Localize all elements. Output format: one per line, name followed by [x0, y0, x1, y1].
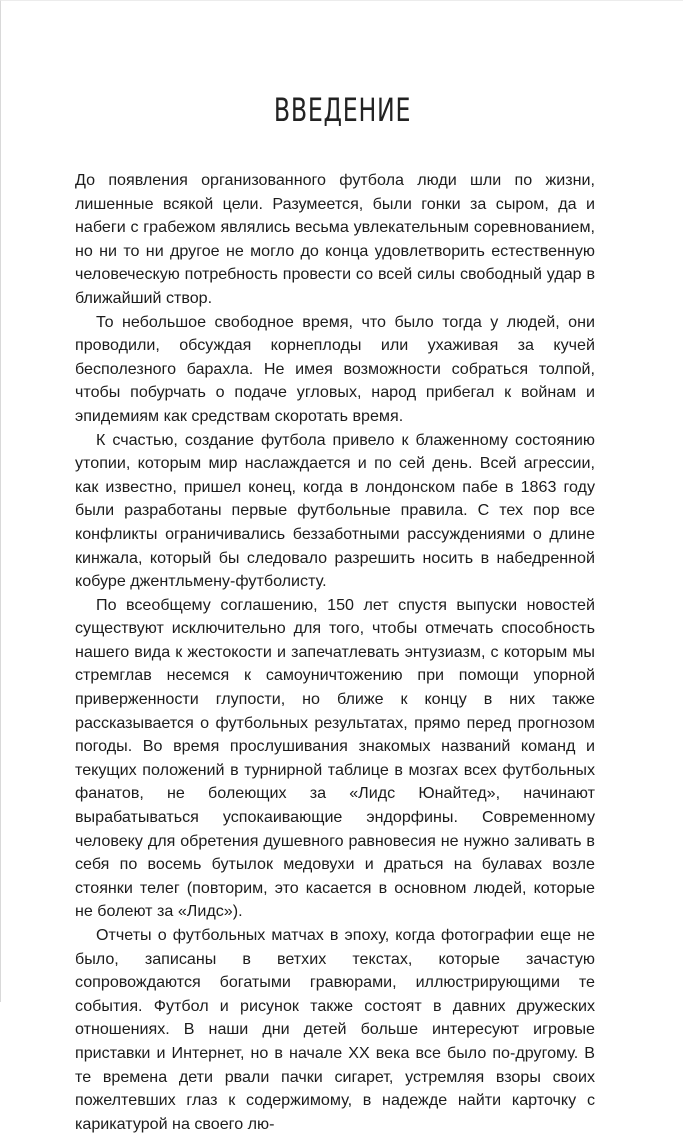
paragraph-1: До появления организованного футбола люди шли по жизни, лишенные всякой цели. Разумеется, были гонки за сыром, да и набеги с грабежом являлись весьма увлекательным соревнованием, но ни то ни другое не могло до конца удовлетворить естественную человеческую потребность провести со всей силы свободный удар в ближайший створ. [75, 171, 595, 307]
chapter-body [75, 169, 595, 1136]
paragraph-3: К счастью, создание футбола привело к блаженному состоянию утопии, которым мир наслаждается и по сей день. Всей агрессии, как известно, пришел конец, когда в лондонском пабе в 1863 году были разработаны первые футбольные правила. С тех пор все конфликты ограничивались беззаботными рассуждениями о длине кинжала, который бы следовало разрешить носить в набедренной кобуре джентльмену-футболисту. [75, 430, 595, 591]
paragraph-4: По всеобщему соглашению, 150 лет спустя выпуски новостей существуют исключительно для того, чтобы отмечать способность нашего вида к жестокости и запечатлевать энтузиазм, с которым мы стремглав несемся к самоуничтожению при помощи упорной приверженности глупости, но ближе к концу в них также рассказывается о футбольных результатах, прямо перед прогнозом погоды. Во время прослушивания знакомых названий команд и текущих положений в турнирной таблице в мозгах всех футбольных фанатов, не болеющих за «Лидс Юнайтед», начинают вырабатываться успокаивающие эндорфины. Современному человеку для обретения душевного равновесия не нужно заливать в себя по восемь бутылок медовухи и драться на булавах возле стоянки телег (повторим, это касается в основном людей, которые не болеют за «Лидс»). [75, 595, 595, 921]
paragraph-2: То небольшое свободное время, что было тогда у людей, они проводили, обсуждая корнеплоды или ухаживая за кучей бесполезного барахла. Не имея возможности собраться толпой, чтобы побурчать о подаче угловых, народ прибегал к войнам и эпидемиям как средствам скоротать время. [75, 312, 595, 425]
chapter-title: ВВЕДЕНИЕ [273, 91, 412, 129]
paragraph-5: Отчеты о футбольных матчах в эпоху, когда фотографии еще не было, записаны в ветхих текстах, которые зачастую сопровождаются богатыми гравюрами, иллюстрирующими те события. Футбол и рисунок также состоят в давних дружеских отношениях. В наши дни детей больше интересуют игровые приставки и Интернет, но в начале XX века все было по-другому. В те времена дети рвали пачки сигарет, устремляя взоры своих пожелтевших глаз к содержимому, в надежде найти карточку с карикатурой на своего лю- [75, 926, 595, 1133]
